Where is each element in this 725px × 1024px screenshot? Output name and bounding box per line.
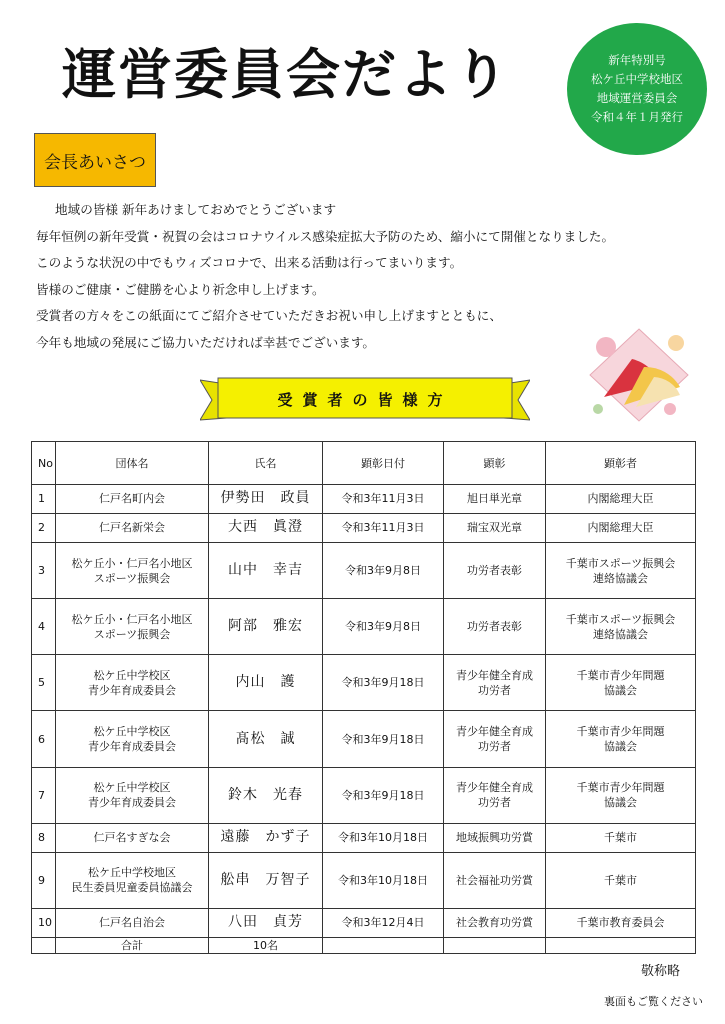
row-name: 阿部 雅宏 [209,599,323,655]
row-date: 令和3年9月18日 [323,711,444,767]
row-org: 仁戸名町内会 [56,485,209,514]
row-no: 7 [32,767,56,823]
greeting-line: 今年も地域の発展にご協力いただければ幸甚でございます。 [36,334,376,350]
row-awarder: 千葉市 [546,852,696,908]
header-award: 顕彰 [444,442,546,485]
row-award: 瑞宝双光章 [444,513,546,542]
row-org: 仁戸名自治会 [56,908,209,937]
header-date: 顕彰日付 [323,442,444,485]
row-date: 令和3年9月8日 [323,599,444,655]
table-row [32,711,696,767]
row-org: 仁戸名新栄会 [56,513,209,542]
row-org: 松ケ丘中学校区 青少年育成委員会 [56,767,209,823]
row-org: 松ケ丘小・仁戸名小地区 スポーツ振興会 [56,542,209,598]
row-name: 八田 貞芳 [209,908,323,937]
row-no: 10 [32,908,56,937]
row-no: 9 [32,852,56,908]
row-awarder: 千葉市スポーツ振興会 連絡協議会 [546,542,696,598]
row-date: 令和3年9月18日 [323,655,444,711]
row-no: 6 [32,711,56,767]
row-awarder: 千葉市青少年問題 協議会 [546,767,696,823]
header-name: 氏名 [209,442,323,485]
badge-line: 松ケ丘中学校地区 [591,72,683,86]
row-award: 功労者表彰 [444,599,546,655]
row-name: 内山 護 [209,655,323,711]
table-row [32,599,696,655]
table-header-row [32,442,696,485]
greeting-line: 地域の皆様 新年あけましておめでとうございます [55,202,337,217]
row-award: 地域振興功労賞 [444,823,546,852]
row-award: 功労者表彰 [444,542,546,598]
row-org: 松ケ丘中学校地区 民生委員児童委員協議会 [56,852,209,908]
row-org: 松ケ丘中学校区 青少年育成委員会 [56,711,209,767]
header-org: 団体名 [56,442,209,485]
table-row [32,655,696,711]
row-awarder: 千葉市 [546,823,696,852]
newsletter-title: 運営委員会だより [62,43,510,106]
greeting-heading: 会長あいさつ [34,133,156,187]
badge-line: 地域運営委員会 [596,91,678,105]
row-no: 3 [32,542,56,598]
row-no: 2 [32,513,56,542]
badge-line: 令和４年１月発行 [591,110,683,124]
row-awarder: 千葉市スポーツ振興会 連絡協議会 [546,599,696,655]
honorific-note: 敬称略 [641,964,681,979]
row-name: 鈴木 光春 [209,767,323,823]
header-awarder: 顕彰者 [546,442,696,485]
awards-table [31,441,696,954]
issue-badge [567,23,707,155]
row-awarder: 千葉市青少年問題 協議会 [546,711,696,767]
row-no: 4 [32,599,56,655]
row-date: 令和3年11月3日 [323,485,444,514]
footer-note: 裏面もご覧ください [604,995,703,1008]
row-awarder: 内閣総理大臣 [546,485,696,514]
row-award: 社会教育功労賞 [444,908,546,937]
row-org: 松ケ丘小・仁戸名小地区 スポーツ振興会 [56,599,209,655]
greeting-line: 受賞者の方々をこの紙面にてご紹介させていただきお祝い申し上げますとともに、 [36,308,502,323]
table-row [32,767,696,823]
row-awarder: 千葉市青少年問題 協議会 [546,655,696,711]
row-no: 1 [32,485,56,514]
row-date: 令和3年12月4日 [323,908,444,937]
row-award: 青少年健全育成 功労者 [444,767,546,823]
table-row [32,542,696,598]
table-total-row [32,938,696,954]
table-row [32,485,696,514]
row-award: 青少年健全育成 功労者 [444,711,546,767]
row-org: 松ケ丘中学校区 青少年育成委員会 [56,655,209,711]
row-name: 大西 眞澄 [209,513,323,542]
row-award: 社会福祉功労賞 [444,852,546,908]
table-row [32,513,696,542]
total-label: 合計 [56,938,209,954]
row-name: 舩串 万智子 [209,852,323,908]
award-banner [200,374,530,426]
row-name: 髙松 誠 [209,711,323,767]
header-no: No [32,442,56,485]
row-awarder: 内閣総理大臣 [546,513,696,542]
greeting-text [36,197,614,356]
row-date: 令和3年10月18日 [323,823,444,852]
row-no: 8 [32,823,56,852]
row-name: 伊勢田 政員 [209,485,323,514]
row-org: 仁戸名すぎな会 [56,823,209,852]
row-date: 令和3年9月18日 [323,767,444,823]
row-no: 5 [32,655,56,711]
table-row [32,852,696,908]
row-award: 青少年健全育成 功労者 [444,655,546,711]
row-date: 令和3年10月18日 [323,852,444,908]
row-date: 令和3年11月3日 [323,513,444,542]
greeting-line: 皆様のご健康・ご健勝を心より祈念申し上げます。 [36,281,325,297]
total-value: 10名 [209,938,323,954]
award-banner-label: 受賞者の皆様方 [277,390,453,409]
row-name: 山中 幸吉 [209,542,323,598]
greeting-line: 毎年恒例の新年受賞・祝賀の会はコロナウイルス感染症拡大予防のため、縮小にて開催となりました。 [36,228,615,244]
row-name: 遠藤 かず子 [209,823,323,852]
table-row [32,823,696,852]
greeting-line: このような状況の中でもウィズコロナで、出来る活動は行ってまいります。 [36,255,463,270]
new-year-fan-decoration [584,325,694,429]
row-awarder: 千葉市教育委員会 [546,908,696,937]
row-date: 令和3年9月8日 [323,542,444,598]
row-award: 旭日単光章 [444,485,546,514]
table-row [32,908,696,937]
badge-line: 新年特別号 [608,53,666,67]
